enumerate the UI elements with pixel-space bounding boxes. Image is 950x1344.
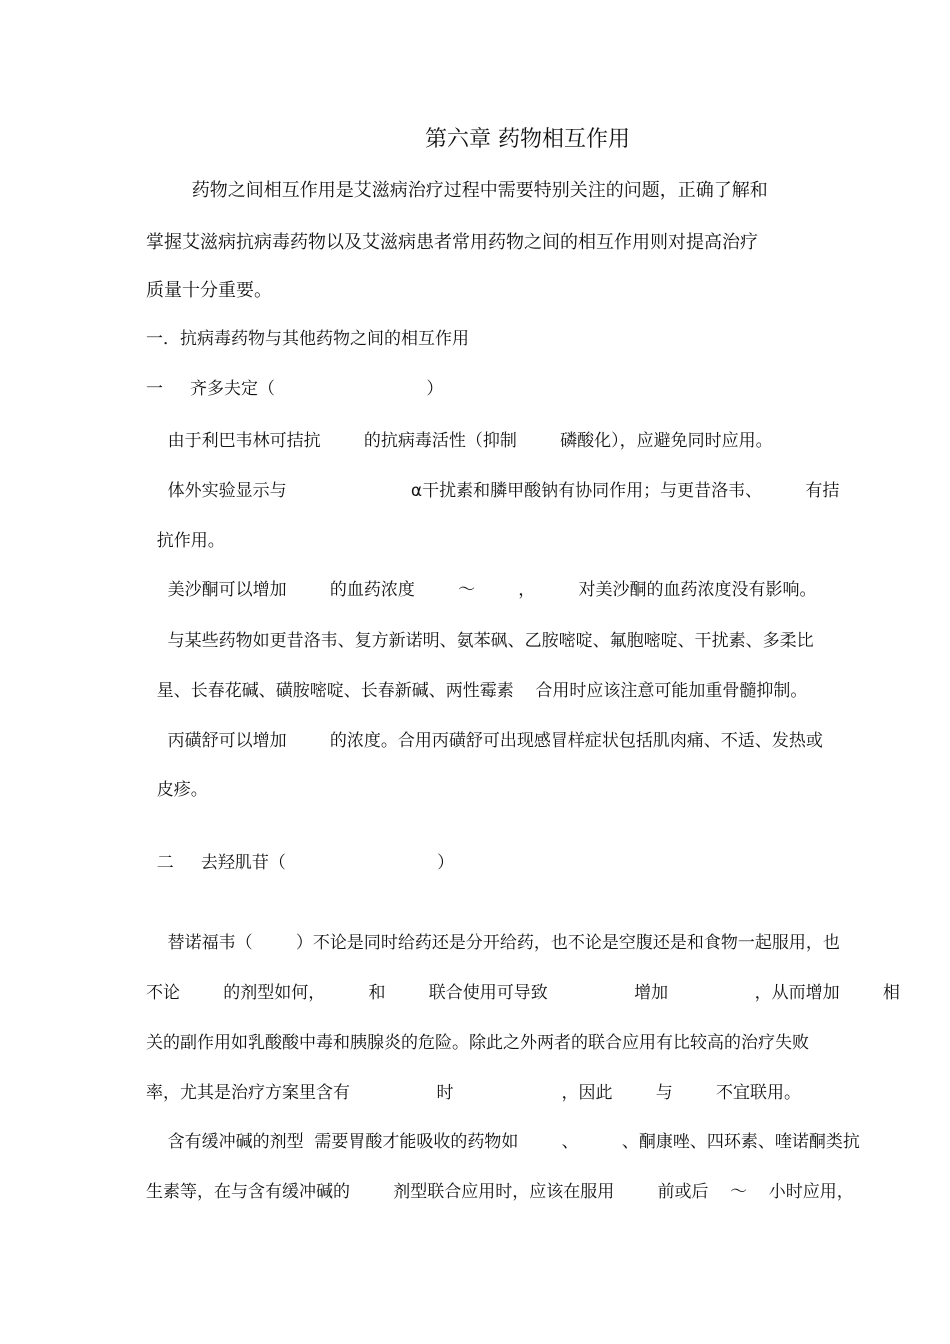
subsection-heading-zidovudine: 一 齐多夫定（ ） <box>146 379 444 399</box>
paragraph-line: 体外实验显示与 α干扰素和膦甲酸钠有协同作用；与更昔洛韦、 有拮 <box>146 481 840 501</box>
paragraph-line: 丙磺舒可以增加 的浓度。合用丙磺舒可出现感冒样症状包括肌肉痛、不适、发热或 <box>146 731 823 751</box>
intro-line-2: 掌握艾滋病抗病毒药物以及艾滋病患者常用药物之间的相互作用则对提高治疗 <box>146 232 758 253</box>
paragraph-line: 关的副作用如乳酸酸中毒和胰腺炎的危险。除此之外两者的联合应用有比较高的治疗失败 <box>146 1033 809 1053</box>
paragraph-line: 不论 的剂型如何， 和 联合使用可导致 增加 ，从而增加 相 <box>146 983 900 1003</box>
paragraph-line: 生素等，在与含有缓冲碱的 剂型联合应用时，应该在服用 前或后 ～ 小时应用， <box>146 1182 854 1202</box>
intro-line-1: 药物之间相互作用是艾滋病治疗过程中需要特别关注的问题，正确了解和 <box>146 180 768 201</box>
subsection-heading-didanosine: 二 去羟肌苷（ ） <box>146 853 455 873</box>
paragraph-line: 替诺福韦（ ）不论是同时给药还是分开给药，也不论是空腹还是和食物一起服用，也 <box>146 933 840 953</box>
section-heading: 一．抗病毒药物与其他药物之间的相互作用 <box>146 329 469 349</box>
intro-line-3: 质量十分重要。 <box>146 280 272 301</box>
paragraph-line: 皮疹。 <box>146 780 208 800</box>
paragraph-line: 率，尤其是治疗方案里含有 时 ，因此 与 不宜联用。 <box>146 1083 801 1103</box>
paragraph-line: 与某些药物如更昔洛韦、复方新诺明、氨苯砜、乙胺嘧啶、氟胞嘧啶、干扰素、多柔比 <box>146 631 814 651</box>
paragraph-line: 含有缓冲碱的剂型 需要胃酸才能吸收的药物如 、 、酮康唑、四环素、喹诺酮类抗 <box>146 1132 860 1152</box>
paragraph-line: 由于利巴韦林可拮抗 的抗病毒活性（抑制 磷酸化），应避免同时应用。 <box>146 431 773 451</box>
paragraph-line: 抗作用。 <box>146 531 225 551</box>
page-title: 第六章 药物相互作用 <box>425 127 630 152</box>
paragraph-line: 星、长春花碱、磺胺嘧啶、长春新碱、两性霉素 合用时应该注意可能加重骨髓抑制。 <box>146 681 808 701</box>
paragraph-line: 美沙酮可以增加 的血药浓度 ～ ， 对美沙酮的血药浓度没有影响。 <box>146 580 817 600</box>
